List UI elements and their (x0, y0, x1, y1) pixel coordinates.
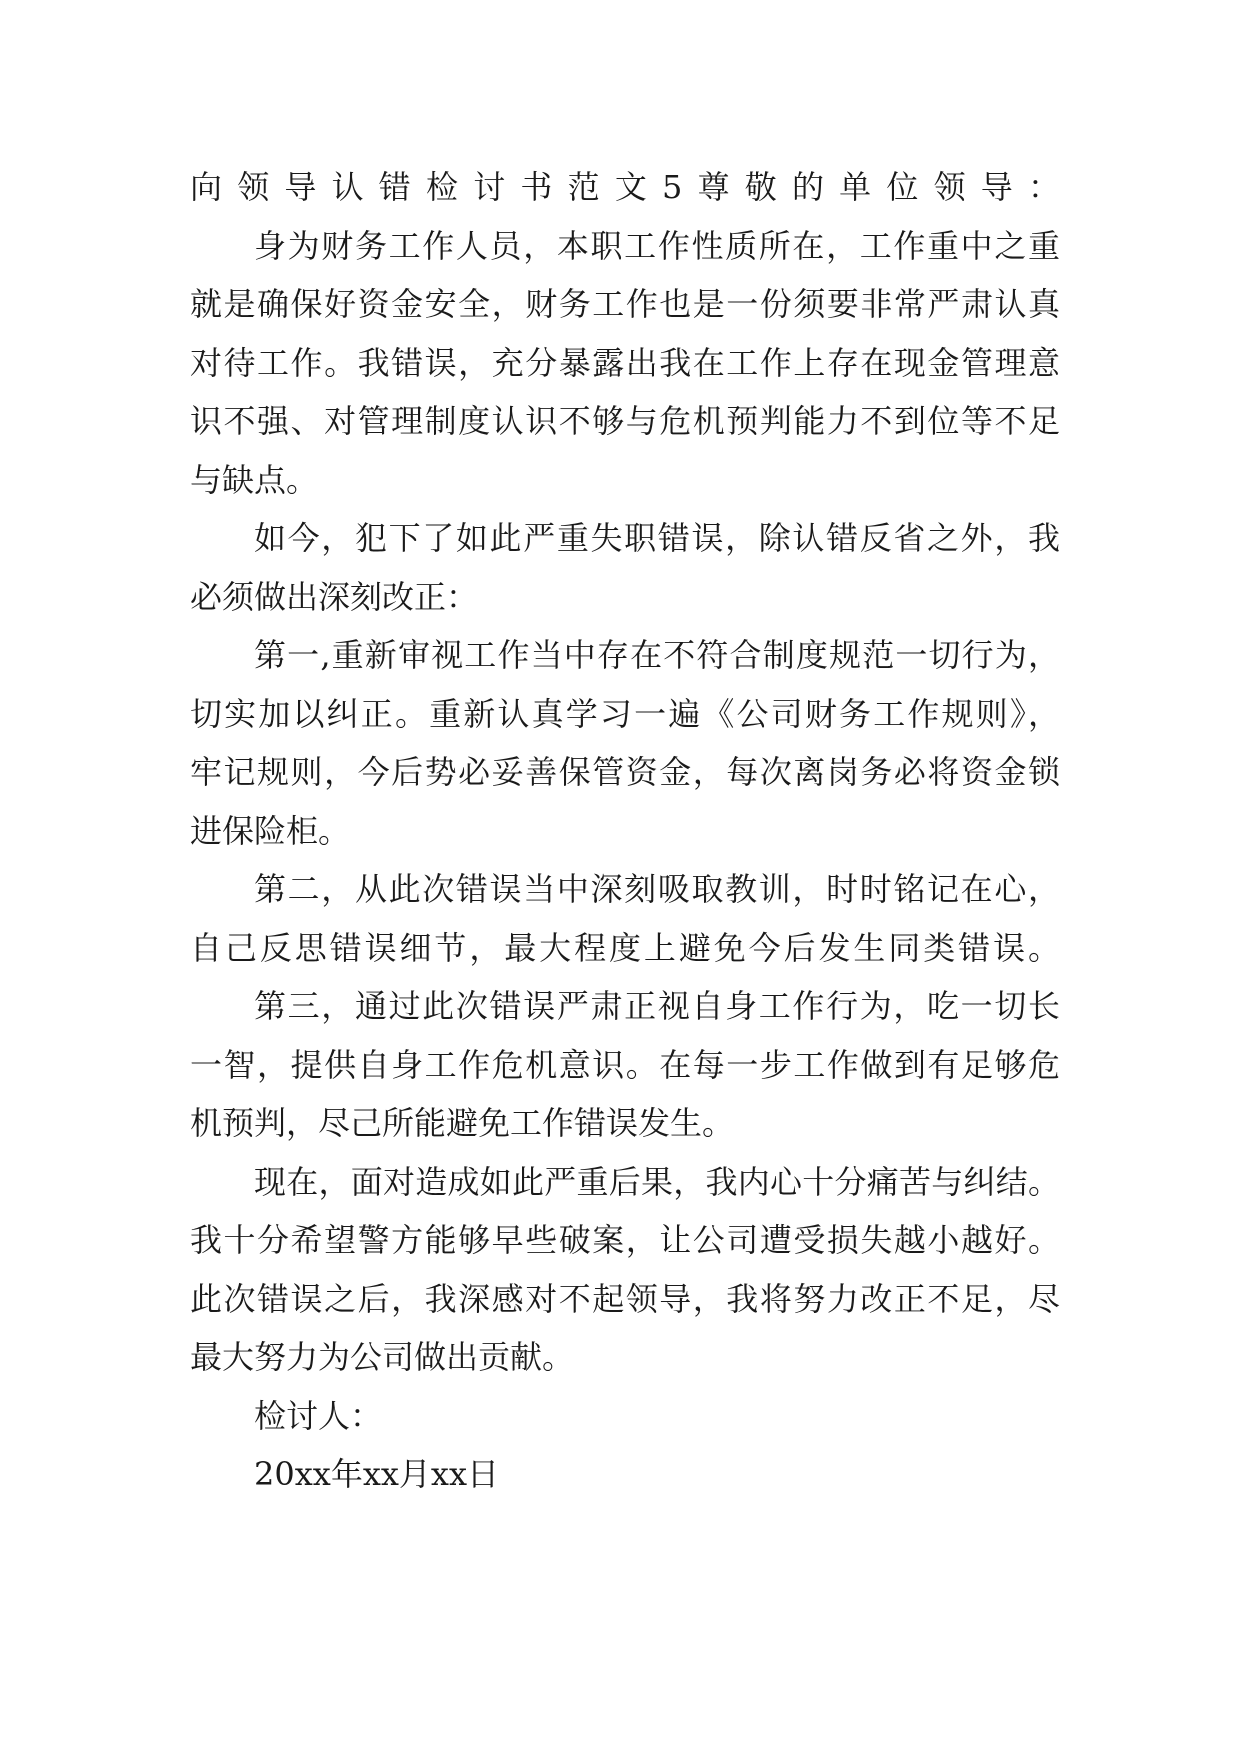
paragraph-2-line-2: 必须做出深刻改正： (190, 577, 479, 616)
paragraph-6-line-2: 我十分希望警方能够早些破案，让公司遭受损失越小越好。 (190, 1221, 1060, 1259)
paragraph-3-line-3: 牢记规则，今后势必妥善保管资金，每次离岗务必将资金锁 (190, 753, 1060, 791)
paragraph-3-line-4: 进保险柜。 (190, 811, 351, 850)
paragraph-4-line-2: 自己反思错误细节，最大程度上避免今后发生同类错误。 (190, 928, 1060, 967)
paragraph-1-line-4: 识不强、对管理制度认识不够与危机预判能力不到位等不足 (190, 402, 1060, 440)
paragraph-6-line-4: 最大努力为公司做出贡献。 (190, 1338, 575, 1376)
paragraph-5-line-1: 第三，通过此次错误严肃正视自身工作行为，吃一切长 (254, 987, 1060, 1025)
paragraph-1-line-2: 就是确保好资金安全，财务工作也是一份须要非常严肃认真 (190, 285, 1060, 323)
paragraph-1-line-1: 身为财务工作人员，本职工作性质所在，工作重中之重 (254, 226, 1060, 265)
paragraph-4-line-1: 第二，从此次错误当中深刻吸取教训，时时铭记在心， (254, 870, 1060, 908)
document-body (190, 158, 1060, 1504)
signature-label: 检讨人： (254, 1396, 383, 1435)
paragraph-6-line-1: 现在，面对造成如此严重后果，我内心十分痛苦与纠结。 (254, 1162, 1060, 1201)
paragraph-6-line-3: 此次错误之后，我深感对不起领导，我将努力改正不足，尽 (190, 1279, 1060, 1318)
paragraph-2-line-1: 如今，犯下了如此严重失职错误，除认错反省之外，我 (254, 519, 1060, 557)
paragraph-3-line-2: 切实加以纠正。重新认真学习一遍《公司财务工作规则》， (190, 694, 1060, 733)
title-line: 向领导认错检讨书范文5尊敬的单位领导： (190, 168, 1060, 206)
signature-date: 20xx年xx月xx日 (254, 1455, 500, 1493)
paragraph-5-line-3: 机预判，尽己所能避免工作错误发生。 (190, 1104, 735, 1142)
paragraph-3-line-1: 第一,重新审视工作当中存在不符合制度规范一切行为， (254, 636, 1060, 674)
paragraph-5-line-2: 一智，提供自身工作危机意识。在每一步工作做到有足够危 (190, 1045, 1060, 1084)
paragraph-1-line-3: 对待工作。我错误，充分暴露出我在工作上存在现金管理意 (190, 343, 1060, 382)
paragraph-1-line-5: 与缺点。 (190, 460, 319, 499)
